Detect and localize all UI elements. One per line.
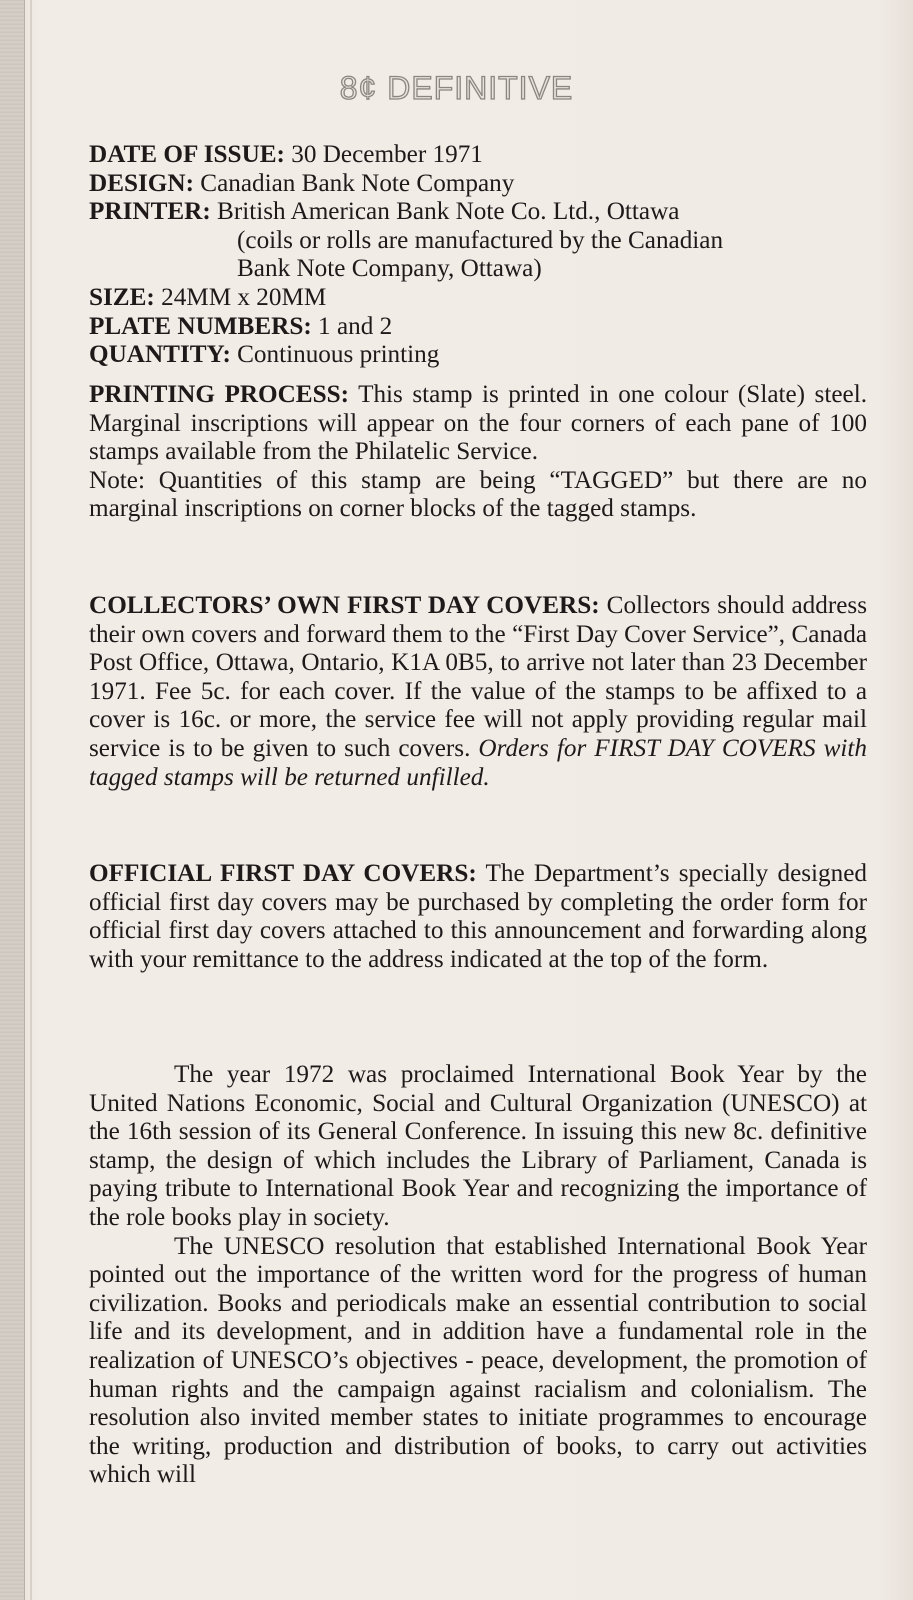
printer-line2: (coils or rolls are manufactured by the Canadian (237, 226, 724, 254)
page-spine (0, 0, 25, 1600)
unfilled-warning: Orders for FIRST DAY COVERS with tagged stamps will be returned unfilled. (89, 734, 867, 791)
date-of-issue: DATE OF ISSUE: 30 December 1971 (89, 141, 483, 168)
design: DESIGN: Canadian Bank Note Company (89, 169, 515, 197)
body-text (89, 1061, 867, 1490)
quantity: QUANTITY: Continuous printing (89, 341, 440, 369)
page-title: 8¢ DEFINITIVE (339, 70, 574, 106)
official-covers-section (89, 860, 867, 974)
collectors-covers-section (89, 592, 867, 792)
body-paragraph-1: The year 1972 was proclaimed International Book Year by the United Nations Economic, Social and Cultural Organization (UNESCO) at the 16th session of its General Conference. In issuing this new 8c. definitive stamp, the design of which includes the Library of Parliament, Canada is paying tribute to International Book Year and recognizing the importance of the role books play in society. (89, 1061, 867, 1231)
tagged-note: Note: Quantities of this stamp are being “TAGGED” but there are no marginal inscriptions on corner blocks of the tagged stamps. (89, 466, 867, 523)
collectors-covers: COLLECTORS’ OWN FIRST DAY COVERS: Collectors should address their own covers and forward them to the “First Day Cover Service”, Canada Post Office, Ottawa, Ontario, K1A 0B5, to arrive not later than 23 December 1971. Fee 5c. for each cover. If the value of the stamps to be affixed to a cover is 16c. or more, the service fee will not apply providing regular mail service is to be given to such covers. Orders for FIRST DAY COVERS with tagged stamps will be returned unfilled. (89, 592, 867, 791)
printer: PRINTER: British American Bank Note Co. Ltd., Ottawa (89, 198, 680, 226)
spine-edge (30, 0, 32, 1600)
printer-line3: Bank Note Company, Ottawa) (237, 255, 542, 283)
printing-process-section (89, 381, 867, 524)
size: SIZE: 24MM x 20MM (89, 283, 327, 311)
printing-process: PRINTING PROCESS: This stamp is printed in one colour (Slate) steel. Marginal inscriptions will appear on the four corners of each pane of 100 stamps available from the Philatelic Service. (89, 381, 868, 466)
plate-numbers: PLATE NUMBERS: 1 and 2 (89, 312, 393, 340)
issue-details (89, 141, 867, 370)
body-paragraph-2: The UNESCO resolution that established International Book Year pointed out the importance of the written word for the progress of human civilization. Books and periodicals make an essential contribution to social life and its development, and in addition have a fundamental role in the realization of UNESCO’s objectives - peace, development, the promotion of human rights and the campaign against racialism and colonialism. The resolution also invited member states to initiate programmes to encourage the writing, production and distribution of books, to carry out activities which will (89, 1232, 867, 1489)
official-covers: OFFICIAL FIRST DAY COVERS: The Department’s specially designed official first day covers may be purchased by completing the order form for official first day covers attached to this announcement and forwarding along with your remittance to the address indicated at the top of the form. (89, 860, 868, 973)
